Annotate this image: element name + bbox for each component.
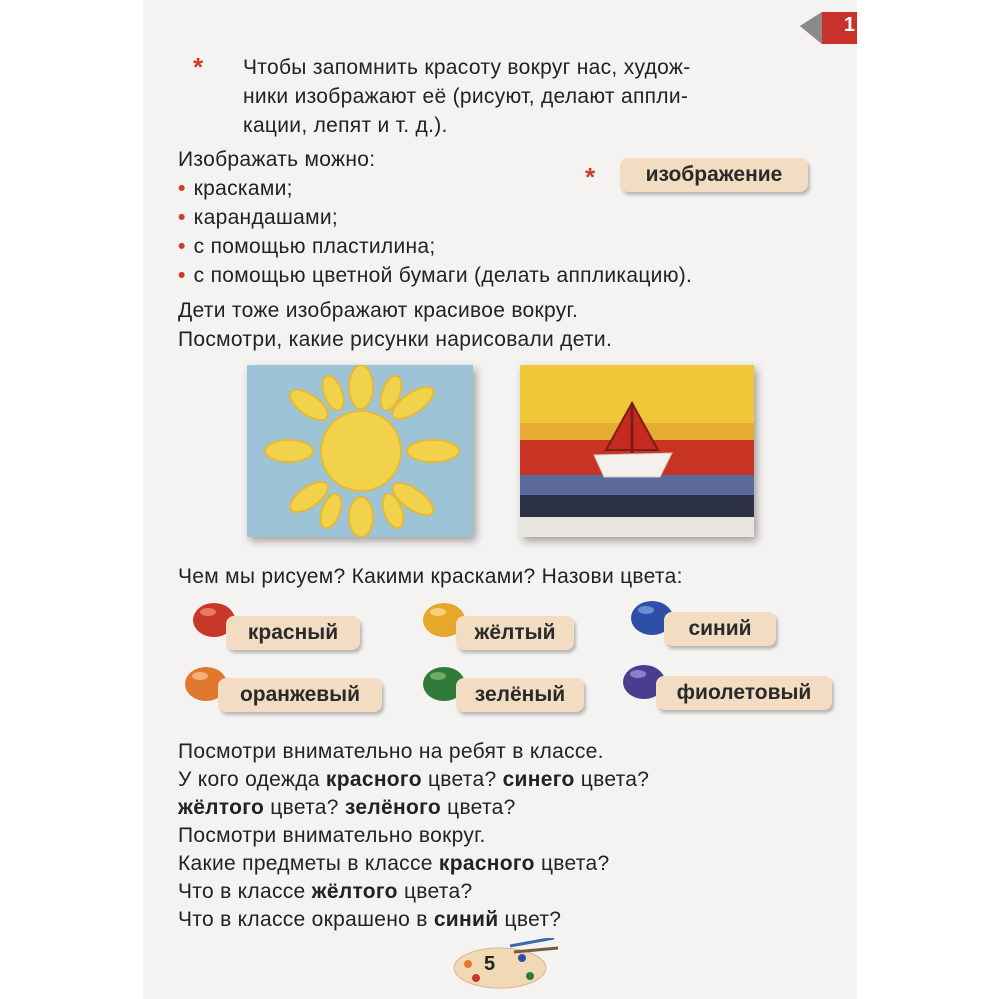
child-drawing-boat <box>520 365 754 537</box>
page-number: 5 <box>484 953 496 975</box>
color-tag-green: зелёный <box>456 678 584 712</box>
section-tab <box>800 8 857 44</box>
kids-line-2: Посмотри, какие рисунки нарисовали дети. <box>178 328 613 351</box>
look-line-6: Что в классе жёлтого цвета? <box>178 880 473 903</box>
color-tag-violet: фиолетовый <box>656 676 832 710</box>
color-tag-blue: синий <box>664 612 776 646</box>
intro-line-3: кации, лепят и т. д.). <box>243 114 448 137</box>
intro-line-2: ники изображают её (рисуют, делают аппли- <box>243 85 689 108</box>
color-tag-red: красный <box>226 616 360 650</box>
ways-item: • с помощью цветной бумаги (делать аппликацию). <box>178 264 693 287</box>
ways-item: • красками; <box>178 177 293 200</box>
ways-heading: Изображать можно: <box>178 148 376 171</box>
color-tag-yellow: жёлтый <box>456 616 574 650</box>
bullet-icon: • <box>178 264 186 287</box>
look-line-5: Какие предметы в классе красного цвета? <box>178 852 610 875</box>
color-tag-orange: оранжевый <box>218 678 382 712</box>
look-line-7: Что в классе окрашено в синий цвет? <box>178 908 562 931</box>
look-line-4: Посмотри внимательно вокруг. <box>178 824 486 847</box>
look-line-2: У кого одежда красного цвета? синего цвета? <box>178 768 650 791</box>
boat-drawing-image <box>520 365 754 537</box>
colors-question: Чем мы рисуем? Какими красками? Назови цвета: <box>178 565 683 588</box>
asterisk-icon: * <box>193 52 204 82</box>
child-drawing-sun <box>247 365 473 537</box>
sun-drawing-image <box>247 365 473 537</box>
ways-item: • карандашами; <box>178 206 339 229</box>
bullet-icon: • <box>178 206 186 229</box>
asterisk-icon: * <box>585 162 596 192</box>
page-number-palette <box>450 938 560 990</box>
kids-line-1: Дети тоже изображают красивое вокруг. <box>178 299 579 322</box>
bullet-icon: • <box>178 235 186 258</box>
keyword-tag: изображение <box>620 158 808 192</box>
look-line-3: жёлтого цвета? зелёного цвета? <box>178 796 516 819</box>
ways-item: • с помощью пластилина; <box>178 235 436 258</box>
intro-line-1: Чтобы запомнить красоту вокруг нас, худож- <box>243 56 691 79</box>
bullet-icon: • <box>178 177 186 200</box>
palette-icon <box>450 938 560 990</box>
look-line-1: Посмотри внимательно на ребят в классе. <box>178 740 604 763</box>
section-number: 1 <box>843 14 855 36</box>
